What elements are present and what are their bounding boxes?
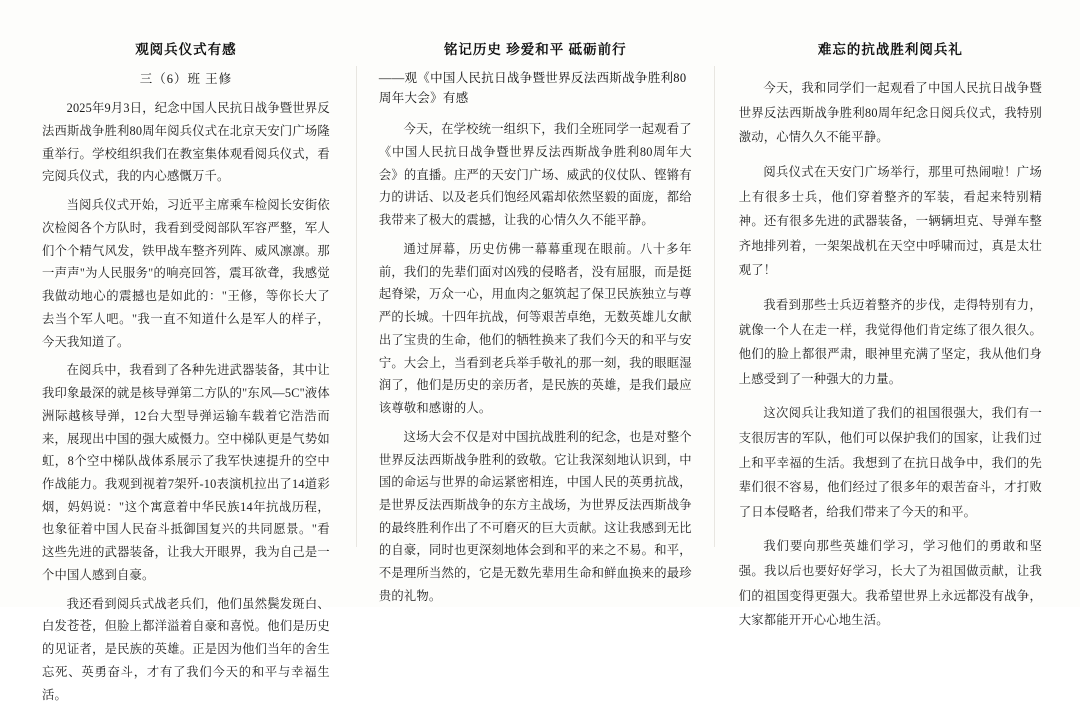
essay-1-title: 观阅兵仪式有感	[135, 42, 237, 57]
essay-1-paragraph-4: 我还看到阅兵式战老兵们，他们虽然鬓发斑白、白发苍苍，但脸上都洋溢着自豪和喜悦。他们是历史的见证者，是民族的英雄。正是因为他们当年的舍生忘死、英勇奋斗，才有了我们今天的和平与幸福生活。	[42, 596, 330, 702]
essay-3-paragraph-3: 我看到那些士兵迈着整齐的步伐，走得特别有力，就像一个人在走一样，我觉得他们肯定练了很久很久。他们的脸上都很严肃，眼神里充满了坚定，我从他们身上感受到了一种强大的力量。	[738, 298, 1042, 386]
essay-1-paragraph-3: 在阅兵中，我看到了各种先进武器装备，其中让我印象最深的就是核导弹第二方队的"东风—5C"液体洲际越核导弹，12台大型导弹运输车载着它浩浩而来，展现出中国的强大威慑力。空中梯队更是气势如虹，8个空中梯队战体系展示了我军快速提升的空中作战能力。我观到视着7架歼-10表演机拉出了14道彩烟，妈妈说："这个寓意着中华民族14年抗战历程，也象征着中国人民奋斗抵御国复兴的共同愿景。"看这些先进的武器装备，让我大开眼界，我为自己是一个中国人感到自豪。	[42, 363, 330, 582]
essay-3-paragraph-1: 今天，我和同学们一起观看了中国人民抗日战争暨世界反法西斯战争胜利80周年纪念日阅兵仪式，我特别激动，心情久久不能平静。	[738, 81, 1042, 145]
essay-1-author: 三（6）班 王修	[139, 72, 233, 87]
essay-1-paragraph-1: 2025年9月3日，纪念中国人民抗日战争暨世界反法西斯战争胜利80周年阅兵仪式在北京天安门广场隆重举行。学校组织我们在教室集体观看阅兵仪式，看完阅兵仪式，我的内心感慨万千。	[42, 101, 330, 184]
essay-3-title: 难忘的抗战胜利阅兵礼	[817, 42, 963, 57]
essay-2-paragraph-3: 这场大会不仅是对中国抗战胜利的纪念，也是对整个世界反法西斯战争胜利的致敬。它让我深刻地认识到，中国的命运与世界的命运紧密相连，中国人民的英勇抗战，是世界反法西斯战争的东方主战场，为世界反法西斯战争的最终胜利作出了不可磨灭的巨大贡献。这让我感到无比的自豪，同时也更深刻地体会到和平的来之不易。和平，不是理所当然的，它是无数先辈用生命和鲜血换来的最珍贵的礼物。	[378, 429, 692, 603]
essay-2-title: 铭记历史 珍爱和平 砥砺前行	[443, 42, 627, 57]
essay-2-paragraph-2: 通过屏幕，历史仿佛一幕幕重现在眼前。八十多年前，我们的先辈们面对凶残的侵略者，没有屈服，而是挺起脊梁，万众一心，用血肉之躯筑起了保卫民族独立与尊严的长城。十四年抗战，何等艰苦卓绝，无数英雄儿女献出了宝贵的生命，他们的牺牲换来了我们今天的和平与安宁。大会上，当看到老兵举手敬礼的那一刻，我的眼眶湿润了，他们是历史的亲历者，是民族的英雄，是我们最应该尊敬和感谢的人。	[378, 241, 692, 416]
essay-column-3	[715, 40, 1062, 628]
essay-3-paragraph-5: 我们要向那些英雄们学习，学习他们的勇敢和坚强。我以后也要好好学习，长大了为祖国做贡献，让我们的祖国变得更强大。我希望世界上永远都没有战争，大家都能开开心心地生活。	[738, 539, 1042, 628]
essay-column-2	[357, 40, 714, 603]
essay-2-paragraph-1: 今天，在学校统一组织下，我们全班同学一起观看了《中国人民抗日战争暨世界反法西斯战争胜利80周年大会》的直播。庄严的天安门广场、威武的仪仗队、铿锵有力的讲话、以及老兵们饱经风霜却依然坚毅的面庞，都给我带来了极大的震撼，让我的心情久久不能平静。	[378, 122, 692, 228]
essay-3-paragraph-2: 阅兵仪式在天安门广场举行，那里可热闹啦！广场上有很多士兵，他们穿着整齐的军装，看起来特别精神。还有很多先进的武器装备，一辆辆坦克、导弹车整齐地排列着，一架架战机在天空中呼啸而过，真是太壮观了！	[738, 165, 1042, 278]
essay-3-paragraph-4: 这次阅兵让我知道了我们的祖国很强大，我们有一支很厉害的军队，他们可以保护我们的国家，让我们过上和平幸福的生活。我想到了在抗日战争中，我们的先辈们很不容易，他们经过了很多年的艰苦奋斗，才打败了日本侵略者，给我们带来了今天的和平。	[738, 406, 1042, 519]
essay-1-paragraph-2: 当阅兵仪式开始，习近平主席乘车检阅长安街依次检阅各个方队时，我看到受阅部队军容严整，军人们个个精气风发，铁甲战车整齐列阵、威风凛凛。那一声声"为人民服务"的响亮回答，震耳欲聋，我感觉我做动地心的震撼也是如此的："王修，等你长大了去当个军人吧。"我一直不知道什么是军人的样子，今天我知道了。	[42, 198, 330, 349]
essay-column-1	[18, 40, 356, 702]
essay-2-subtitle: ——观《中国人民抗日战争暨世界反法西斯战争胜利80周年大会》有感	[378, 71, 687, 106]
